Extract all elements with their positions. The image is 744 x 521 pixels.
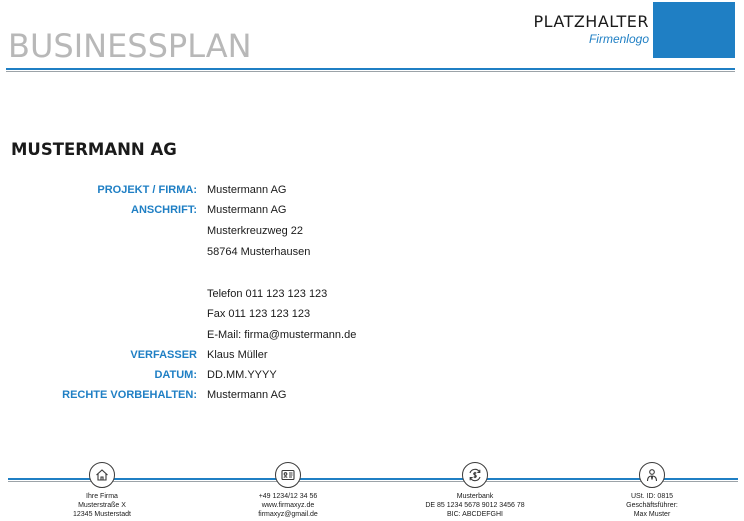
address-line-3: 58764 Musterhausen [207, 246, 311, 258]
logo-box [653, 2, 735, 58]
footer-bank-line: DE 85 1234 5678 9012 3456 78 [425, 502, 525, 509]
detail-row-rights [0, 385, 744, 405]
person-tie-icon [639, 462, 665, 488]
footer-company-line: 12345 Musterstadt [73, 511, 131, 518]
address-line-1: Mustermann AG [207, 204, 287, 216]
footer-contact-line: +49 1234/12 34 56 [258, 493, 318, 500]
detail-row-phone [0, 284, 744, 304]
date-value: DD.MM.YYYY [207, 369, 277, 381]
footer-company-info [32, 492, 172, 519]
footer-bank-info [405, 492, 545, 519]
page-title: BUSINESSPLAN [8, 27, 252, 65]
header-divider [6, 68, 735, 70]
footer-contact-info [218, 492, 358, 519]
detail-row-fax [0, 304, 744, 324]
bank-transfer-icon [462, 462, 488, 488]
fax-value: Fax 011 123 123 123 [207, 308, 311, 320]
phone-value: Telefon 011 123 123 123 [207, 288, 328, 300]
detail-row-address [0, 200, 744, 220]
project-label: PROJEKT / FIRMA: [97, 184, 197, 196]
date-label: DATUM: [154, 369, 197, 381]
project-value: Mustermann AG [207, 184, 287, 196]
address-line-2: Musterkreuzweg 22 [207, 225, 303, 237]
footer-company-line: Musterstraße X [78, 502, 126, 509]
contact-card-icon [275, 462, 301, 488]
footer-contact-line: www.firmaxyz.de [261, 502, 315, 509]
detail-row-author [0, 345, 744, 365]
footer-bank-line: Musterbank [456, 493, 494, 500]
detail-row-project [0, 180, 744, 200]
footer-tax-info [582, 492, 722, 519]
email-value: E-Mail: firma@mustermann.de [207, 329, 357, 341]
logo-main-text: PLATZHALTER [533, 12, 649, 31]
company-name: MUSTERMANN AG [11, 140, 177, 159]
detail-row-address-3 [0, 242, 744, 262]
footer-contact-line: firmaxyz@gmail.de [258, 511, 318, 518]
footer-tax-line: Max Muster [633, 511, 671, 518]
rights-value: Mustermann AG [207, 389, 287, 401]
rights-label: RECHTE VORBEHALTEN: [62, 389, 197, 401]
footer-bank-line: BIC: ABCDEFGHI [446, 511, 503, 518]
footer-divider-thin [8, 481, 738, 482]
logo-sub-text: Firmenlogo [588, 32, 649, 46]
house-icon [89, 462, 115, 488]
author-value: Klaus Müller [207, 349, 268, 361]
header-divider-thin [6, 71, 735, 72]
footer-divider [8, 478, 738, 480]
author-label: VERFASSER [130, 349, 197, 361]
footer-tax-line: USt. ID: 0815 [630, 493, 674, 500]
logo-placeholder-text [533, 12, 649, 46]
address-label: ANSCHRIFT: [131, 204, 197, 216]
detail-row-email [0, 325, 744, 345]
footer-company-line: Ihre Firma [86, 493, 118, 500]
detail-row-address-2 [0, 221, 744, 241]
footer-tax-line: Geschäftsführer: [626, 502, 678, 509]
detail-row-date [0, 365, 744, 385]
